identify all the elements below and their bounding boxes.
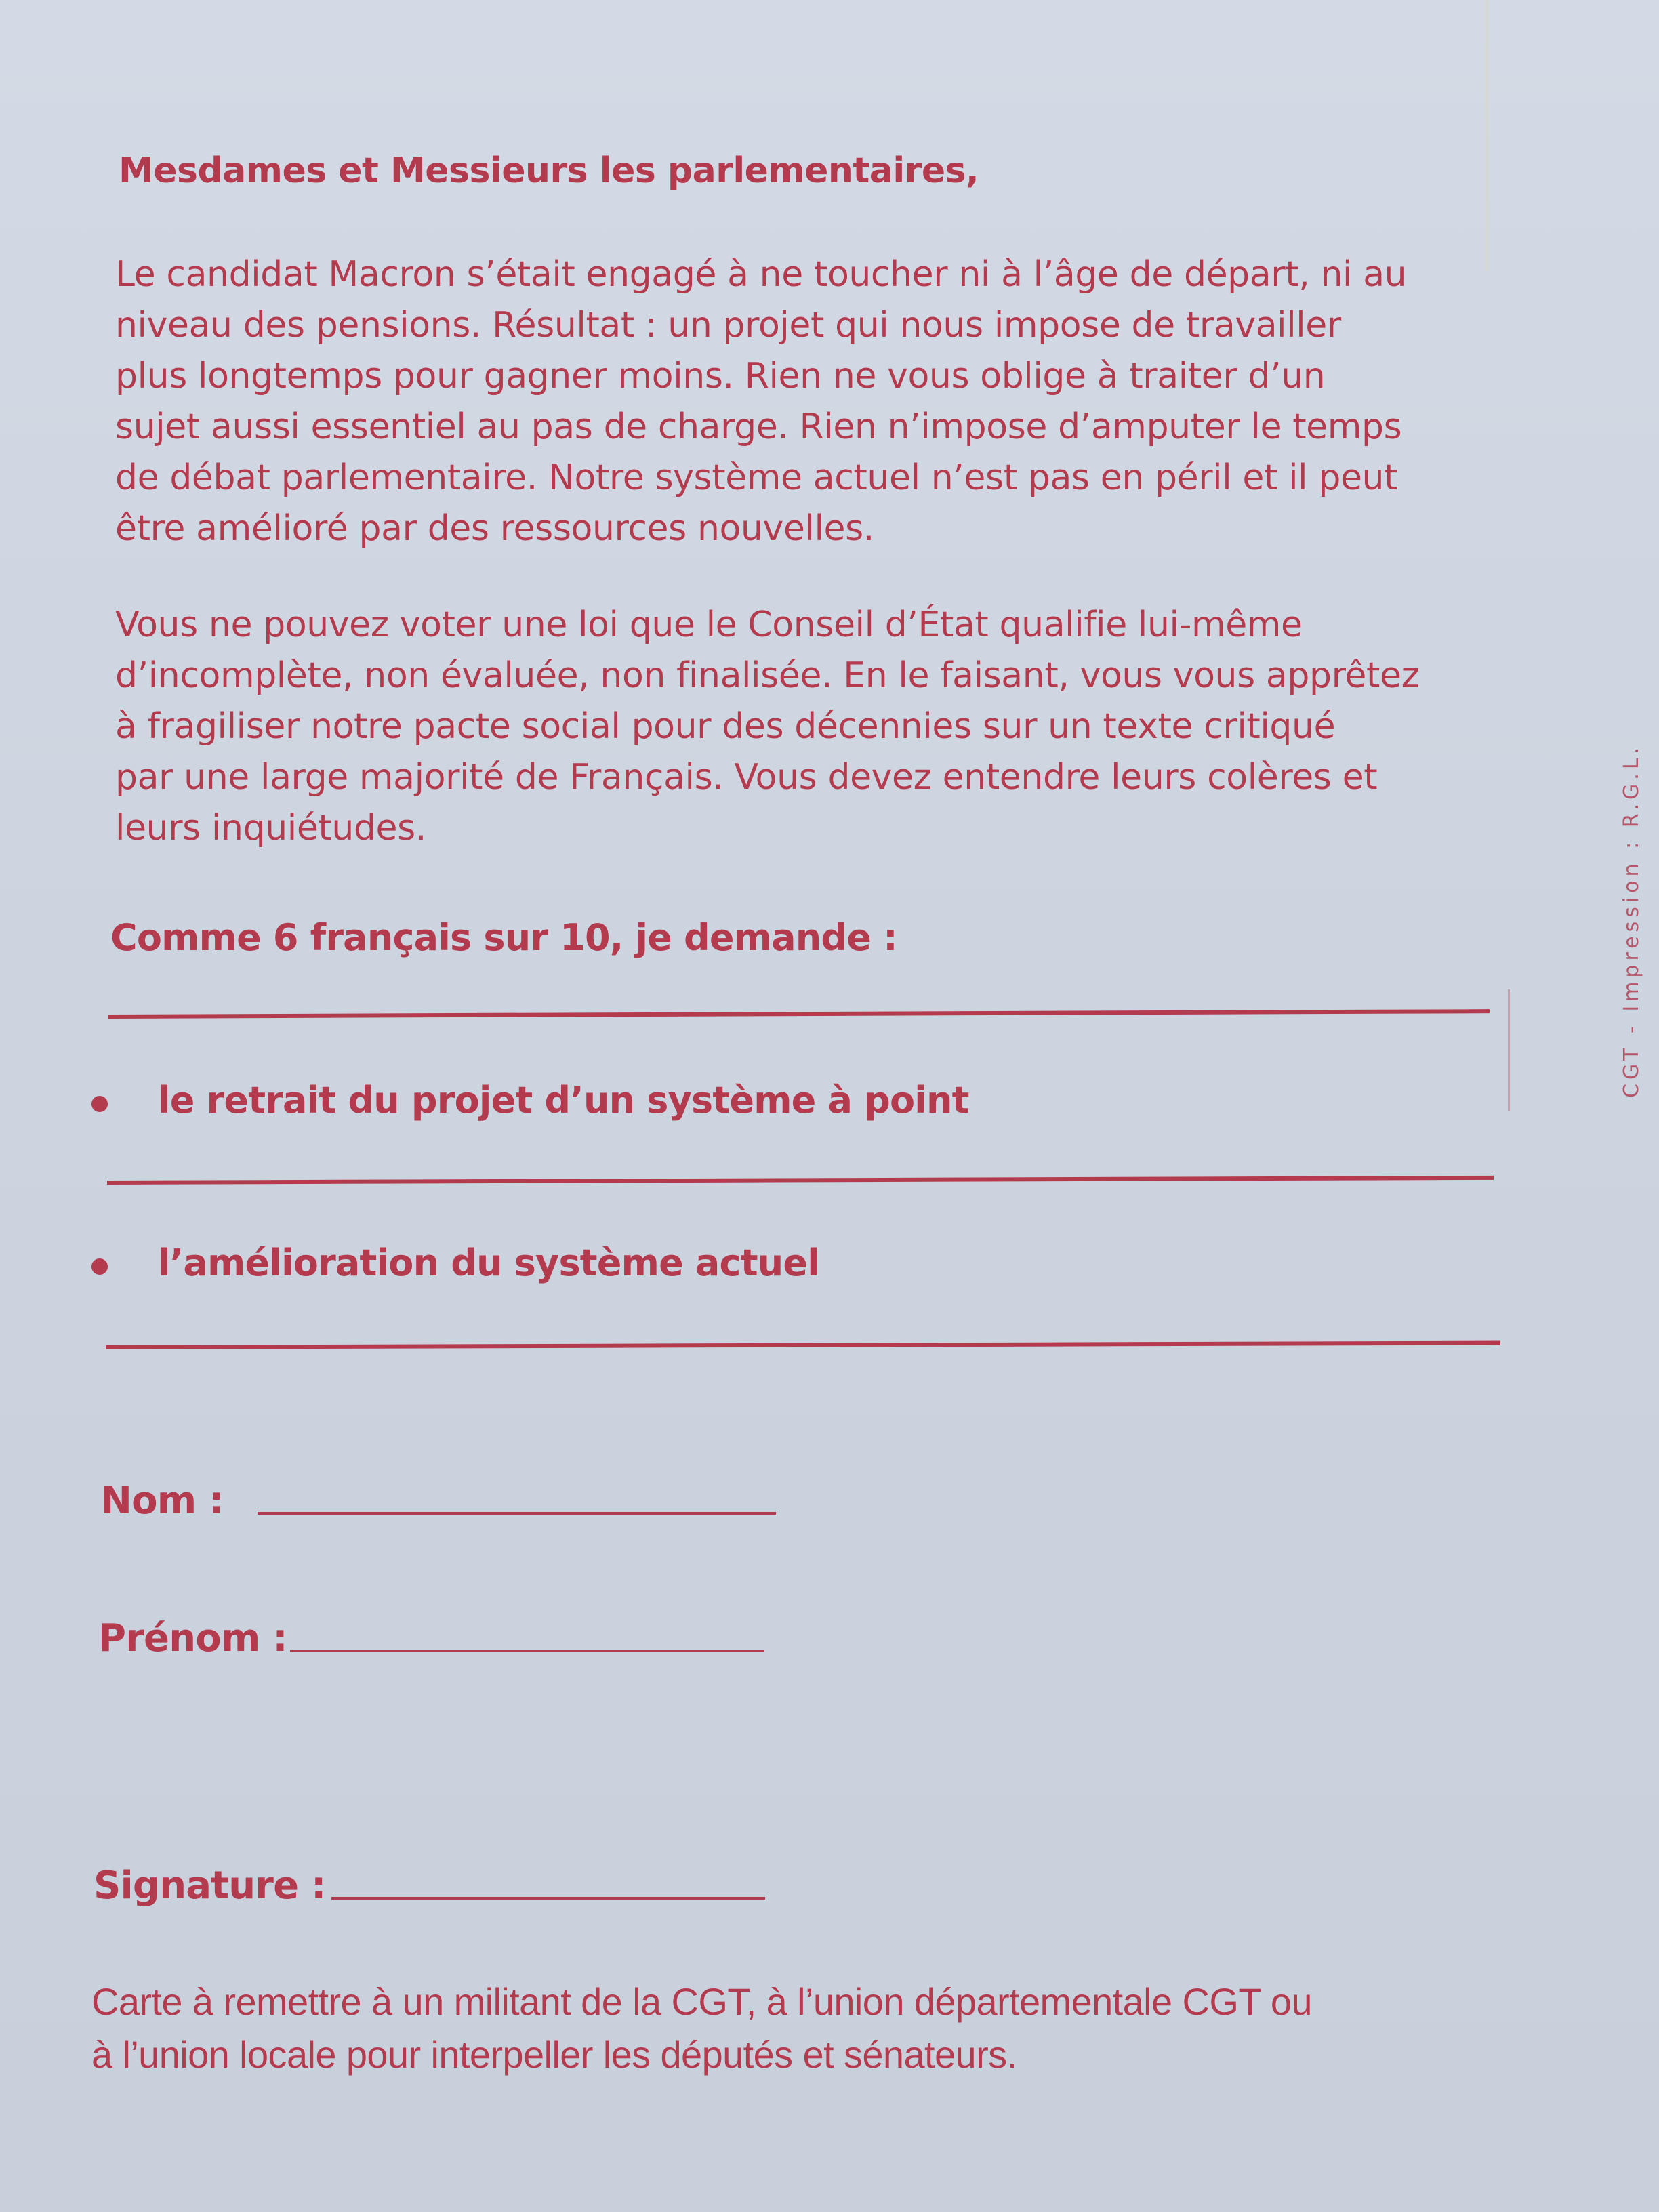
paragraph-line: Vous ne pouvez voter une loi que le Conseil d’État qualifie lui-même: [115, 605, 1303, 645]
prenom-label: Prénom :: [98, 1616, 287, 1660]
paragraph-line: d’incomplète, non évaluée, non finalisée. En le faisant, vous vous apprêtez: [115, 655, 1420, 696]
bullet-dot-icon: [91, 1258, 108, 1275]
divider-rule: [107, 1176, 1494, 1185]
paragraph-line: sujet aussi essentiel au pas de charge. Rien n’impose d’amputer le temps: [115, 407, 1402, 447]
nom-label: Nom :: [100, 1479, 224, 1523]
divider-rule: [106, 1341, 1500, 1349]
demand-item-label: l’amélioration du système actuel: [158, 1242, 819, 1284]
printer-credit: CGT - Impression : R.G.L.: [1620, 743, 1643, 1098]
divider-rule: [108, 1009, 1490, 1019]
footer-line: à l’union locale pour interpeller les députés et sénateurs.: [91, 2033, 1017, 2076]
salutation-heading: Mesdames et Messieurs les parlementaires,: [119, 150, 979, 191]
paragraph-line: à fragiliser notre pacte social pour des décennies sur un texte critiqué: [115, 706, 1336, 747]
bullet-dot-icon: [91, 1096, 108, 1112]
paragraph-intro: [115, 249, 1525, 554]
nom-input-line[interactable]: [258, 1512, 776, 1515]
prenom-input-line[interactable]: [290, 1650, 764, 1652]
paragraph-line: de débat parlementaire. Notre système actuel n’est pas en péril et il peut: [115, 457, 1398, 498]
demand-item: [91, 1079, 969, 1122]
footer-instructions: [91, 1975, 1312, 2081]
paragraph-line: plus longtemps pour gagner moins. Rien ne vous oblige à traiter d’un: [115, 356, 1326, 396]
paper-fold-crease: [1484, 0, 1490, 271]
paragraph-line: Le candidat Macron s’était engagé à ne toucher ni à l’âge de départ, ni au: [115, 254, 1407, 295]
paper-edge-mark: [1508, 989, 1510, 1111]
signature-input-line[interactable]: [331, 1897, 765, 1900]
signature-label: Signature :: [94, 1864, 326, 1908]
footer-line: Carte à remettre à un militant de la CGT, à l’union départementale CGT ou: [91, 1980, 1312, 2023]
paragraph-conseil-etat: [115, 600, 1525, 854]
paragraph-line: par une large majorité de Français. Vous devez entendre leurs colères et: [115, 757, 1378, 798]
demand-item: [91, 1242, 819, 1284]
prenom-field: [98, 1616, 764, 1660]
demand-item-label: le retrait du projet d’un système à point: [158, 1079, 969, 1122]
nom-field: [100, 1479, 776, 1523]
signature-field: [94, 1864, 765, 1908]
paragraph-line: niveau des pensions. Résultat : un projet qui nous impose de travailler: [115, 305, 1341, 346]
paragraph-line: être amélioré par des ressources nouvelles.: [115, 508, 874, 549]
paragraph-line: leurs inquiétudes.: [115, 808, 426, 848]
demands-title: Comme 6 français sur 10, je demande :: [110, 916, 897, 959]
